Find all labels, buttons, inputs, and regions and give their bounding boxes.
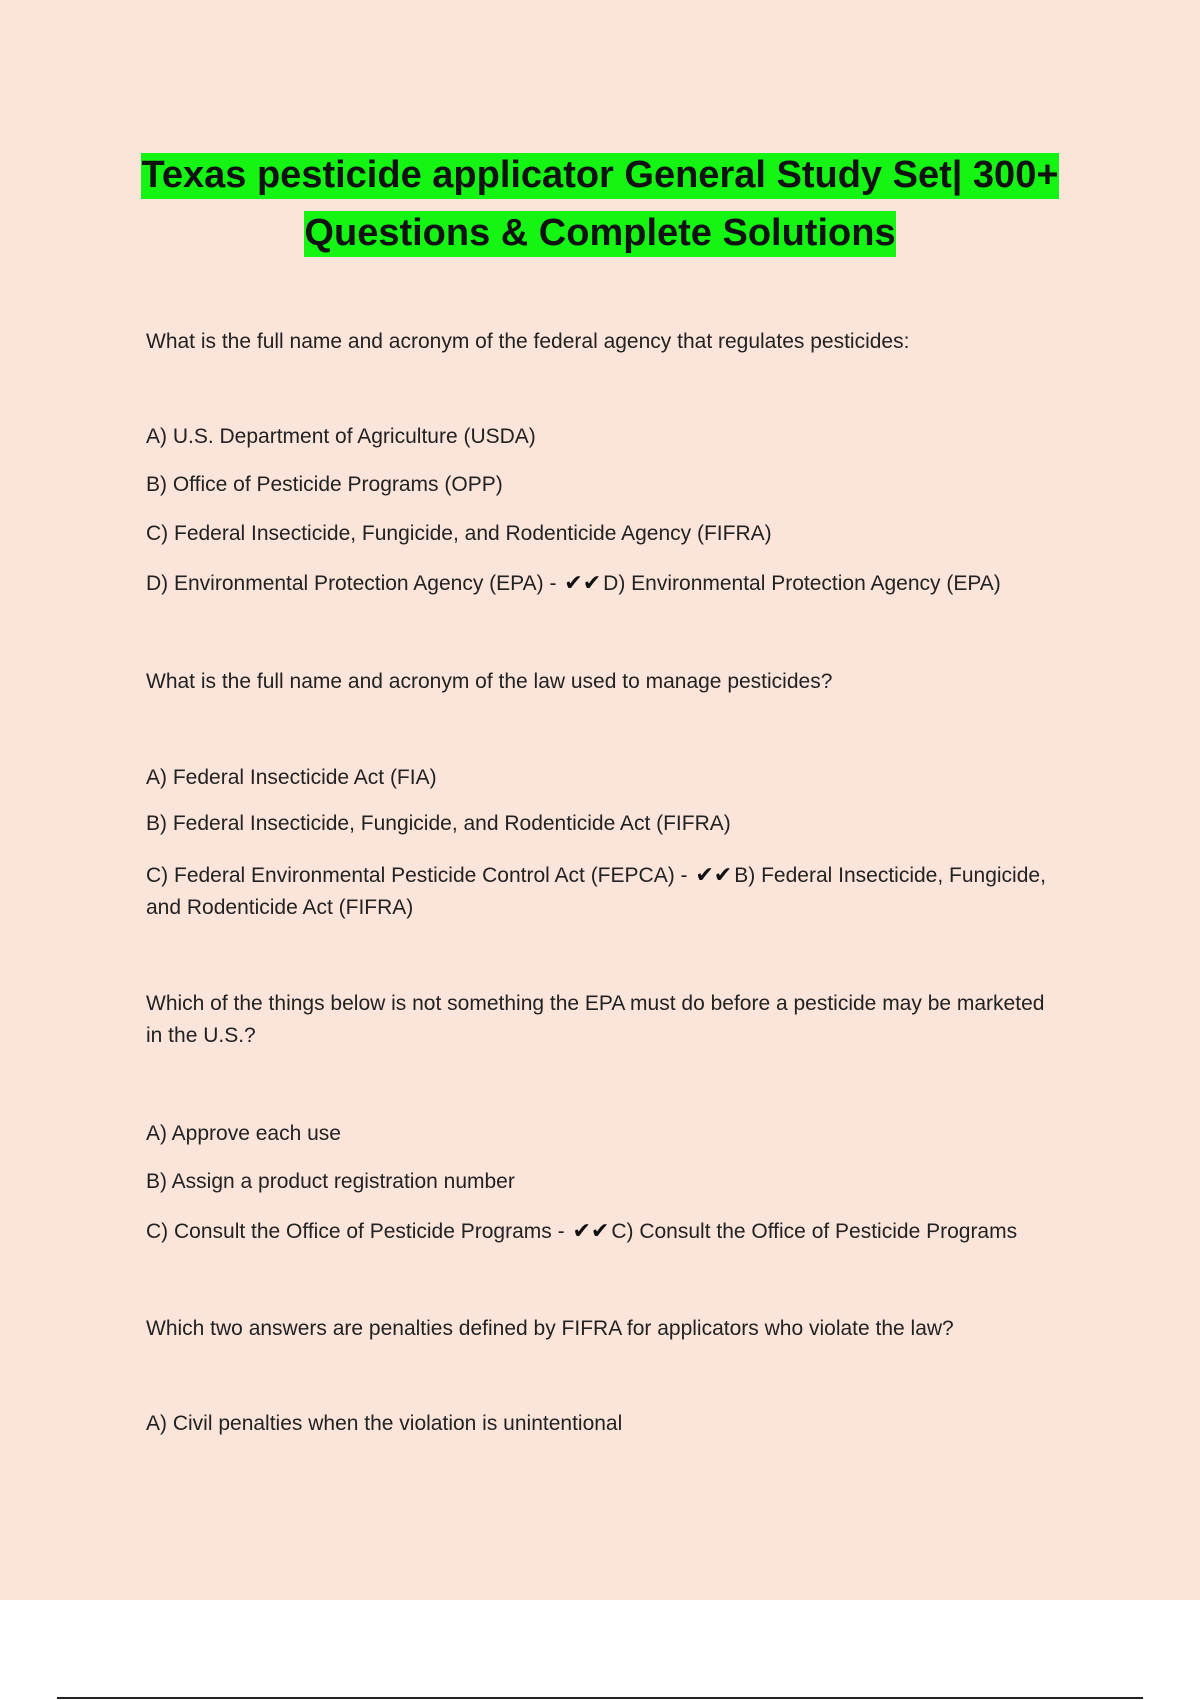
question-4-option-a: A) Civil penalties when the violation is unintentional	[146, 1412, 623, 1435]
question-2-option-c-with-answer	[146, 860, 1046, 924]
question-3-answer: C) Consult the Office of Pesticide Programs	[611, 1220, 1018, 1243]
question-2-option-a: A) Federal Insecticide Act (FIA)	[146, 766, 437, 789]
question-3-option-c-with-answer	[146, 1216, 1017, 1248]
question-2-answer: B) Federal Insecticide, Fungicide, and Rodenticide Act (FIFRA)	[146, 864, 1046, 919]
question-2-option-b: B) Federal Insecticide, Fungicide, and Rodenticide Act (FIFRA)	[146, 812, 731, 835]
question-3-option-c: C) Consult the Office of Pesticide Programs -	[146, 1220, 565, 1243]
footer-divider	[57, 1697, 1143, 1699]
title-line-2: Questions & Complete Solutions	[304, 211, 895, 257]
double-checkmark-icon: ✔✔	[695, 863, 733, 888]
question-3-prompt: Which of the things below is not something the EPA must do before a pesticide may be marketed in the U.S.?	[146, 992, 1045, 1047]
question-3-option-b: B) Assign a product registration number	[146, 1170, 515, 1193]
question-1-option-a: A) U.S. Department of Agriculture (USDA)	[146, 425, 536, 448]
question-2-prompt: What is the full name and acronym of the law used to manage pesticides?	[146, 670, 833, 693]
question-1-answer: D) Environmental Protection Agency (EPA)	[603, 572, 1001, 595]
question-1-option-b: B) Office of Pesticide Programs (OPP)	[146, 473, 503, 496]
question-1-option-d-with-answer	[146, 568, 1001, 600]
document-title	[0, 146, 1200, 262]
question-1-option-d: D) Environmental Protection Agency (EPA) -	[146, 572, 557, 595]
question-1-option-c: C) Federal Insecticide, Fungicide, and Rodenticide Agency (FIFRA)	[146, 522, 772, 545]
question-2-option-c: C) Federal Environmental Pesticide Control Act (FEPCA) -	[146, 864, 688, 887]
double-checkmark-icon: ✔✔	[572, 1219, 610, 1244]
question-3-option-a: A) Approve each use	[146, 1122, 341, 1145]
double-checkmark-icon: ✔✔	[564, 571, 602, 596]
question-1-prompt: What is the full name and acronym of the federal agency that regulates pesticides:	[146, 330, 910, 353]
question-4-prompt: Which two answers are penalties defined by FIFRA for applicators who violate the law?	[146, 1317, 954, 1340]
title-line-1: Texas pesticide applicator General Study Set| 300+	[141, 153, 1058, 199]
